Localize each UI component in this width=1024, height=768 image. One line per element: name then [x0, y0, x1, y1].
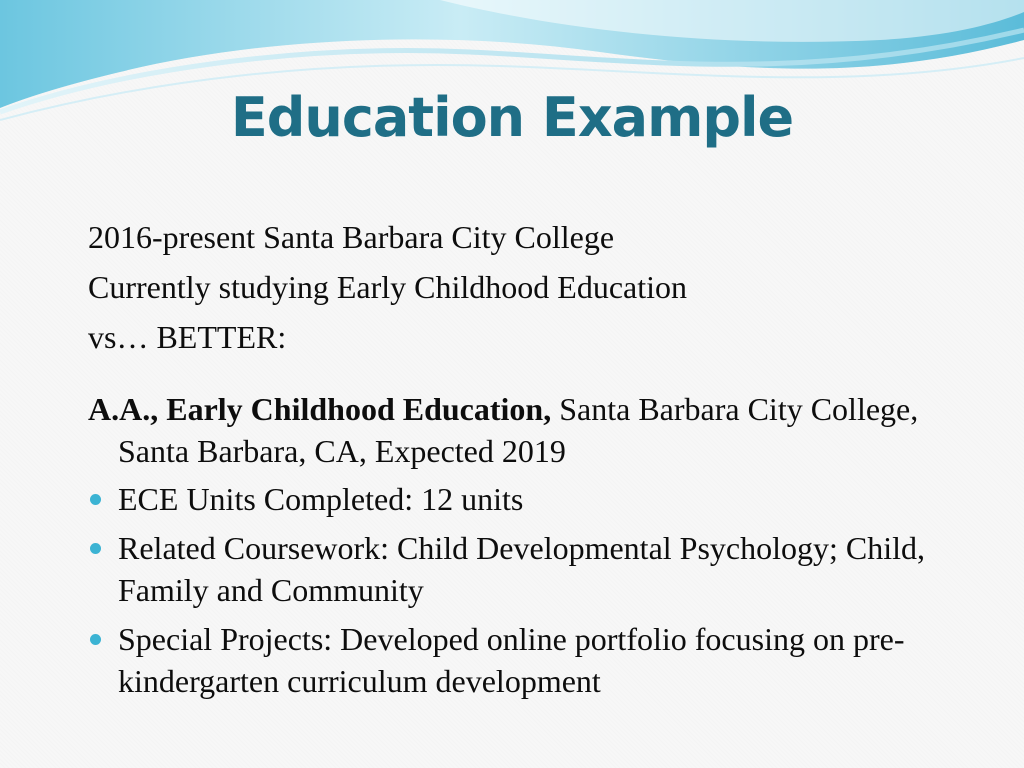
bullet-text-units: ECE Units Completed: 12 units: [118, 481, 524, 517]
list-item: [88, 618, 948, 702]
degree-details: Santa Barbara City College, Santa Barbara, CA, Expected 2019: [118, 391, 919, 469]
plain-line-studying: Currently studying Early Childhood Education: [88, 269, 688, 305]
bullet-text-coursework: Related Coursework: Child Developmental Psychology; Child, Family and Community: [118, 530, 926, 608]
list-item: [88, 478, 948, 520]
bullet-dot-icon: [90, 634, 101, 645]
bullet-dot-icon: [90, 543, 101, 554]
list-item: [88, 527, 948, 611]
bullet-text-projects: Special Projects: Developed online portfolio focusing on pre-kindergarten curriculum development: [118, 621, 905, 699]
plain-line-vs-better: vs… BETTER:: [88, 319, 287, 355]
degree-bullet-list: [88, 478, 948, 709]
plain-line-dates: 2016-present Santa Barbara City College: [88, 219, 615, 255]
plain-example-block: [88, 212, 687, 362]
degree-title: A.A., Early Childhood Education,: [88, 391, 552, 427]
degree-paragraph: [88, 388, 948, 472]
bullet-dot-icon: [90, 494, 101, 505]
degree-entry: [88, 388, 948, 472]
slide-title: Education Example: [230, 86, 794, 149]
